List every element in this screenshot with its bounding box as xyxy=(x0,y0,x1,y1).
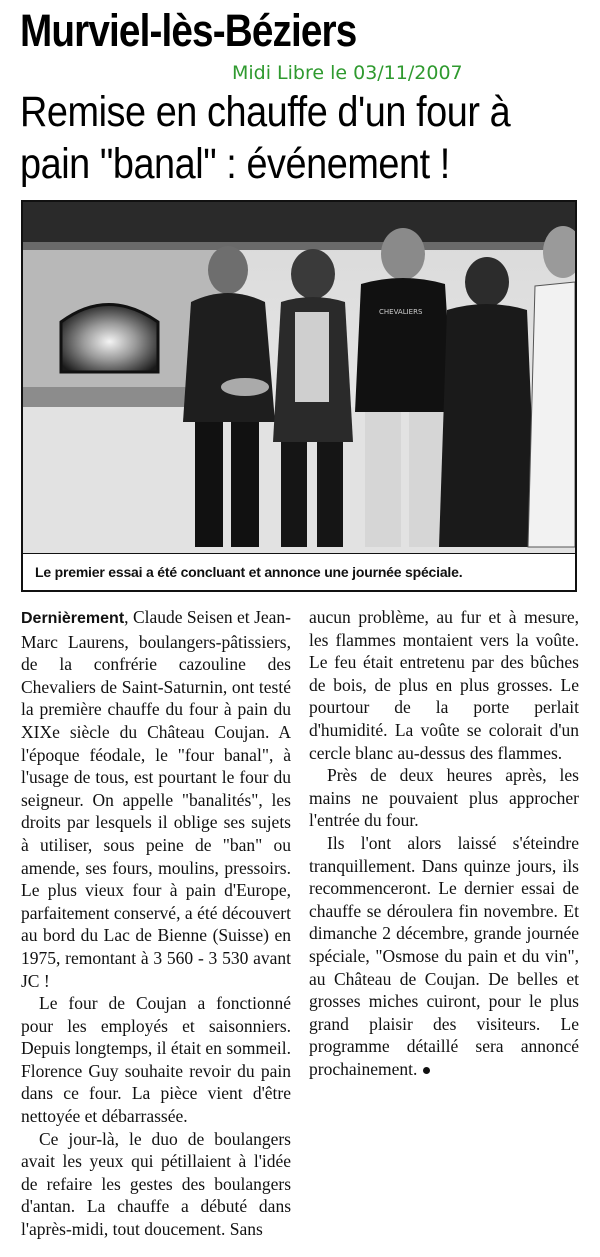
paragraph-1-text: , Claude Seisen et Jean-Marc Laurens, boulangers-pâtissiers, de la confrérie cazouline des Chevaliers de Saint-Saturnin, ont testé la première chauffe du four à pain du XIXe siècle du Château Coujan. A l'époque féodale, le "four banal", à l'usage de tous, est pourtant le four du seigneur. On appelle "banalités", les droits par lesquels il oblige ses sujets à utiliser, sous peine de "ban" ou amende, ses fours, moulins, pressoirs. Le plus vieux four à pain d'Europe, parfaitement conservé, a été découvert au bord du Lac de Bienne (Suisse) en 1975, remontant à 3 560 - 3 530 avant JC ! xyxy=(21,607,291,991)
article-column-left xyxy=(21,606,291,1241)
source-date: Midi Libre le 03/11/2007 xyxy=(232,62,463,84)
paragraph-5-text: Ils l'ont alors laissé s'éteindre tranquillement. Dans quinze jours, ils recommenceront. Le dernier essai de chauffe se déroulera fin novembre. Et dimanche 2 décembre, grande journée spéciale, "Osmose du pain et du vin", au Château de Coujan. De belles et grosses miches cuiront, pour le plus grand plaisir des visiteurs. Le programme détaillé sera annoncé prochainement. xyxy=(309,832,579,1079)
article-paragraph-4: Près de deux heures après, les mains ne pouvaient plus approcher l'entrée du four. xyxy=(309,765,579,831)
end-of-article-dot xyxy=(423,1067,430,1074)
article-column-right xyxy=(309,606,579,1080)
ceiling-beam xyxy=(23,202,575,242)
article-paragraph-5 xyxy=(309,832,579,1081)
article-photo xyxy=(21,200,577,592)
photo-image xyxy=(23,202,575,554)
article-headline: Remise en chauffe d'un four à pain "banal" : événement ! xyxy=(20,88,511,188)
article-paragraph-1 xyxy=(21,606,291,992)
photo-caption: Le premier essai a été concluant et annonce une journée spéciale. xyxy=(23,553,575,590)
lead-word: Dernièrement xyxy=(21,610,125,627)
article-paragraph-3: Ce jour-là, le duo de boulangers avait les yeux qui pétillaient à l'idée de refaire les gestes des boulangers d'antan. La chauffe a débuté dans l'après-midi, tout doucement. Sans xyxy=(21,1128,291,1240)
town-title: Murviel-lès-Béziers xyxy=(20,5,357,56)
oven-mouth xyxy=(61,305,158,373)
shirt-print: CHEVALIERS xyxy=(379,308,423,316)
beam-edge xyxy=(23,242,575,250)
article-paragraph-2: Le four de Coujan a fonctionné pour les employés et saisonniers. Depuis longtemps, il était en sommeil. Florence Guy souhaite revoir du pain dans ce four. La pièce vient d'être nettoyée et débarrassée. xyxy=(21,993,291,1127)
article-paragraph-3-continued: aucun problème, au fur et à mesure, les flammes montaient vers la voûte. Le feu était entretenu par des bûches de bois, de plus en plus grosses. Le pourtour de la porte perlait d'humidité. La voûte se colorait d'un cercle blanc au-dessus des flammes. xyxy=(309,607,579,763)
